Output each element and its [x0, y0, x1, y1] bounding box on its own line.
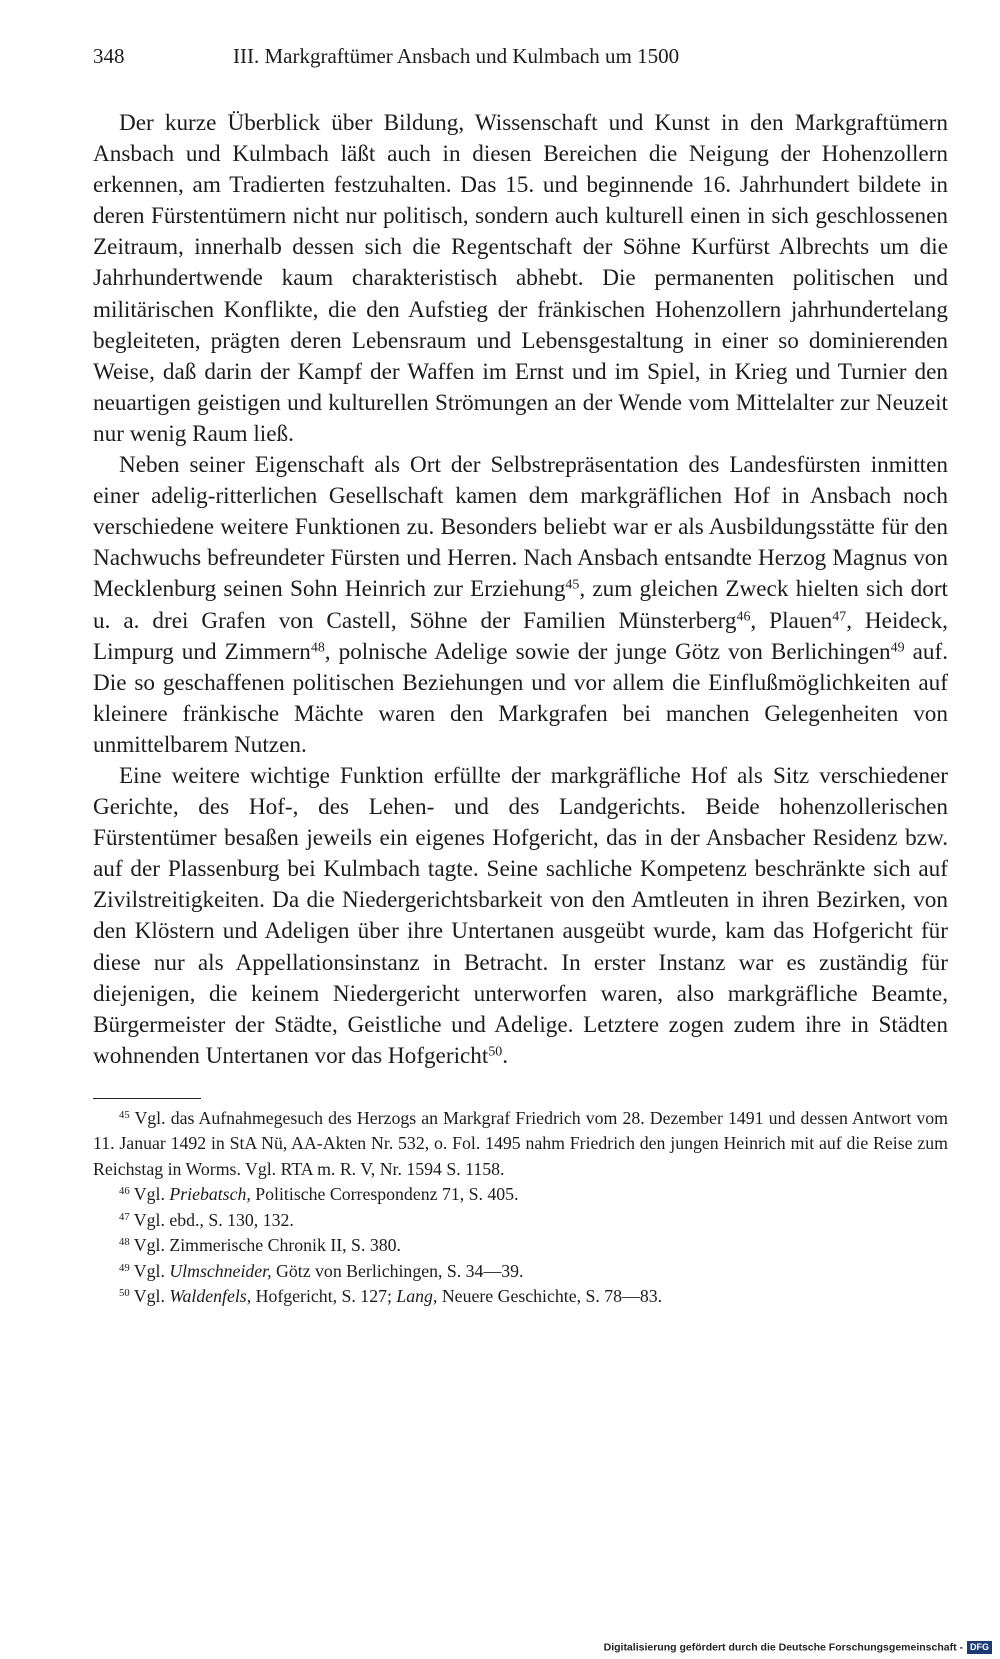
footnote-text: Vgl. Zimmerische Chronik II, S. 380.: [129, 1235, 401, 1256]
footnote-author: Waldenfels,: [169, 1286, 252, 1307]
footnote-ref-46[interactable]: 46: [736, 608, 751, 624]
running-head: [93, 44, 948, 80]
paragraph-2: [93, 450, 948, 761]
digitization-notice: [604, 1641, 992, 1654]
footnote-47: [93, 1208, 948, 1234]
footnote-ref-49[interactable]: 49: [890, 639, 905, 655]
running-title: III. Markgraftümer Ansbach und Kulmbach um 1500: [233, 44, 680, 68]
dfg-logo-icon: DFG: [967, 1641, 992, 1654]
footnotes: [93, 1106, 948, 1310]
footnote-48: [93, 1233, 948, 1259]
footnote-number: 47: [119, 1211, 130, 1224]
footnote-ref-50[interactable]: 50: [488, 1044, 503, 1060]
footnote-text: Hofgericht, S. 127;: [251, 1286, 397, 1307]
footnote-author: Lang,: [396, 1286, 438, 1307]
footnote-text: Vgl. ebd., S. 130, 132.: [129, 1209, 294, 1230]
footnote-author: Priebatsch,: [169, 1184, 251, 1205]
footnote-46: [93, 1182, 948, 1208]
footnote-ref-47[interactable]: 47: [832, 608, 847, 624]
footnote-50: [93, 1284, 948, 1310]
footnote-text: Vgl.: [129, 1260, 170, 1281]
body-text: [93, 108, 948, 1072]
page: [93, 44, 948, 1310]
paragraph-3: [93, 761, 948, 1072]
footnote-divider: [93, 1098, 201, 1099]
footnote-text: Vgl.: [129, 1184, 170, 1205]
text-run: Neben seiner Eigenschaft als Ort der Selbstrepräsentation des Landesfürsten inmitten einer adelig-ritterlichen Gesellschaft kamen dem markgräflichen Hof in Ansbach noch verschiedene weitere Funktionen zu. Besonders beliebt war er als Ausbildungsstätte für den Nachwuchs befreundeter Fürsten und Herren. Nach Ansbach entsandte Herzog Magnus von Mecklenburg seinen Sohn Heinrich zur Erziehung: [93, 452, 948, 603]
footnote-text: Neuere Geschichte, S. 78—83.: [437, 1286, 663, 1307]
footnote-number: 50: [119, 1287, 130, 1300]
text-run: , zum gleichen Zweck hielten sich dort u. a. drei Grafen von Castell, Söhne der Familien Münsterberg: [93, 576, 948, 634]
footnote-number: 48: [119, 1236, 130, 1249]
page-number: 348: [93, 44, 125, 68]
footnote-text: Politische Correspondenz 71, S. 405.: [250, 1184, 519, 1205]
text-run: , Plauen: [750, 607, 833, 634]
footnote-number: 46: [119, 1185, 130, 1198]
text-run: Eine weitere wichtige Funktion erfüllte der markgräfliche Hof als Sitz verschiedener Gerichte, des Hof-, des Lehen- und des Landgerichts. Beide hohenzollerischen Fürstentümer besaßen jeweils ein eigenes Hofgericht, das in der Ansbacher Residenz bzw. auf der Plassenburg bei Kulmbach tagte. Seine sachliche Kompetenz beschränkte sich auf Zivilstreitigkeiten. Da die Niedergerichtsbarkeit von den Amtleuten in ihren Bezirken, von den Klöstern und Adeligen über ihre Untertanen ausgeübt wurde, kam das Hofgericht für diese nur als Appellationsinstanz in Betracht. In erster Instanz war es zuständig für diejenigen, die keinem Niedergericht unterworfen waren, also markgräfliche Beamte, Bürgermeister der Städte, Geistliche und Adelige. Letztere zogen zudem ihre in Städten wohnenden Untertanen vor das Hofgericht: [93, 762, 948, 1069]
footnote-author: Ulmschneider,: [169, 1260, 272, 1281]
footnote-45: [93, 1106, 948, 1183]
text-run: , Heideck, Limpurg und Zimmern: [93, 607, 948, 665]
digitization-text: Digitalisierung gefördert durch die Deutsche Forschungsgemeinschaft -: [603, 1641, 963, 1654]
footnote-text: Vgl. das Aufnahmegesuch des Herzogs an Markgraf Friedrich vom 28. Dezember 1491 und dessen Antwort vom 11. Januar 1492 in StA Nü, AA-Akten Nr. 532, o. Fol. 1495 nahm Friedrich den jungen Heinrich mit auf die Reise zum Reichstag in Worms. Vgl. RTA m. R. V, Nr. 1594 S. 1158.: [93, 1107, 948, 1179]
footnote-number: 49: [119, 1262, 130, 1275]
footnote-ref-45[interactable]: 45: [565, 577, 580, 593]
paragraph-1: Der kurze Überblick über Bildung, Wissenschaft und Kunst in den Markgraftümern Ansbach und Kulmbach läßt auch in diesen Bereichen die Neigung der Hohenzollern erkennen, am Tradierten festzuhalten. Das 15. und beginnende 16. Jahrhundert bildete in deren Fürstentümern nicht nur politisch, sondern auch kulturell einen in sich geschlossenen Zeitraum, innerhalb dessen sich die Regentschaft der Söhne Kurfürst Albrechts um die Jahrhundertwende kaum charakteristisch abhebt. Die permanenten politischen und militärischen Konflikte, die den Aufstieg der fränkischen Hohenzollern jahrhundertelang begleiteten, prägten deren Lebensraum und Lebensgestaltung in einer so dominierenden Weise, daß darin der Kampf der Waffen im Ernst und im Spiel, in Krieg und Turnier den neuartigen geistigen und kulturellen Strömungen an der Wende vom Mittelalter zur Neuzeit nur wenig Raum ließ.: [93, 110, 948, 447]
footnote-ref-48[interactable]: 48: [310, 639, 325, 655]
footnote-49: [93, 1259, 948, 1285]
footnote-text: Vgl.: [129, 1286, 170, 1307]
text-run: , polnische Adelige sowie der junge Götz von Berlichingen: [324, 638, 891, 665]
footnote-text: Götz von Berlichingen, S. 34—39.: [271, 1260, 524, 1281]
text-run: .: [502, 1042, 509, 1069]
text-run: auf. Die so geschaffenen politischen Beziehungen und vor allem die Einflußmöglichkeiten auf kleinere fränkische Mächte waren den Markgrafen bei manchen Gelegenheiten von unmittelbarem Nutzen.: [93, 638, 948, 758]
footnote-number: 45: [119, 1109, 130, 1122]
